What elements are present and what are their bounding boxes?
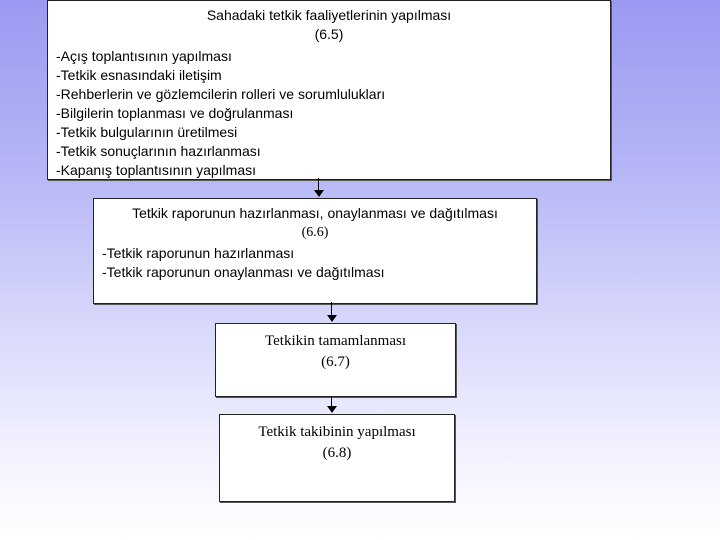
arrow-line [331,302,332,316]
arrow-down-icon [327,406,337,413]
flow-arrow-2 [326,302,338,323]
step-box-report [93,198,537,304]
list-item: -Tetkik bulgularının üretilmesi [56,124,238,140]
list-item: -Tetkik sonuçlarının hazırlanması [56,143,261,159]
step-item-list [48,47,610,180]
list-item: -Tetkik esnasındaki iletişim [56,67,222,83]
step-box-completion [215,323,456,397]
list-item: -Açış toplantısının yapılması [56,48,232,64]
step-box-follow-up [219,414,455,502]
step-code: (6.8) [322,445,352,461]
flow-arrow-1 [313,178,325,198]
list-item: -Rehberlerin ve gözlemcilerin rolleri ve sorumlulukları [56,86,386,102]
step-code: (6.7) [321,354,350,370]
arrow-down-icon [314,190,324,197]
list-item: -Tetkik raporunun onaylanması ve dağıtılması [102,264,385,280]
step-code: (6.6) [301,225,329,240]
arrow-down-icon [327,315,337,322]
flow-arrow-3 [326,397,338,414]
step-title: Tetkik takibinin yapılması [258,424,416,440]
step-box-onsite-activities [47,0,611,180]
step-title: Tetkikin tamamlanması [265,333,406,349]
step-item-list [94,244,536,282]
list-item: -Kapanış toplantısının yapılması [56,162,256,178]
step-title: Tetkik raporunun hazırlanması, onaylanması ve dağıtılması [132,205,498,221]
list-item: -Bilgilerin toplanması ve doğrulanması [56,105,294,121]
step-code: (6.5) [314,26,344,42]
step-title: Sahadaki tetkik faaliyetlerinin yapılması [206,7,452,23]
list-item: -Tetkik raporunun hazırlanması [102,245,295,261]
